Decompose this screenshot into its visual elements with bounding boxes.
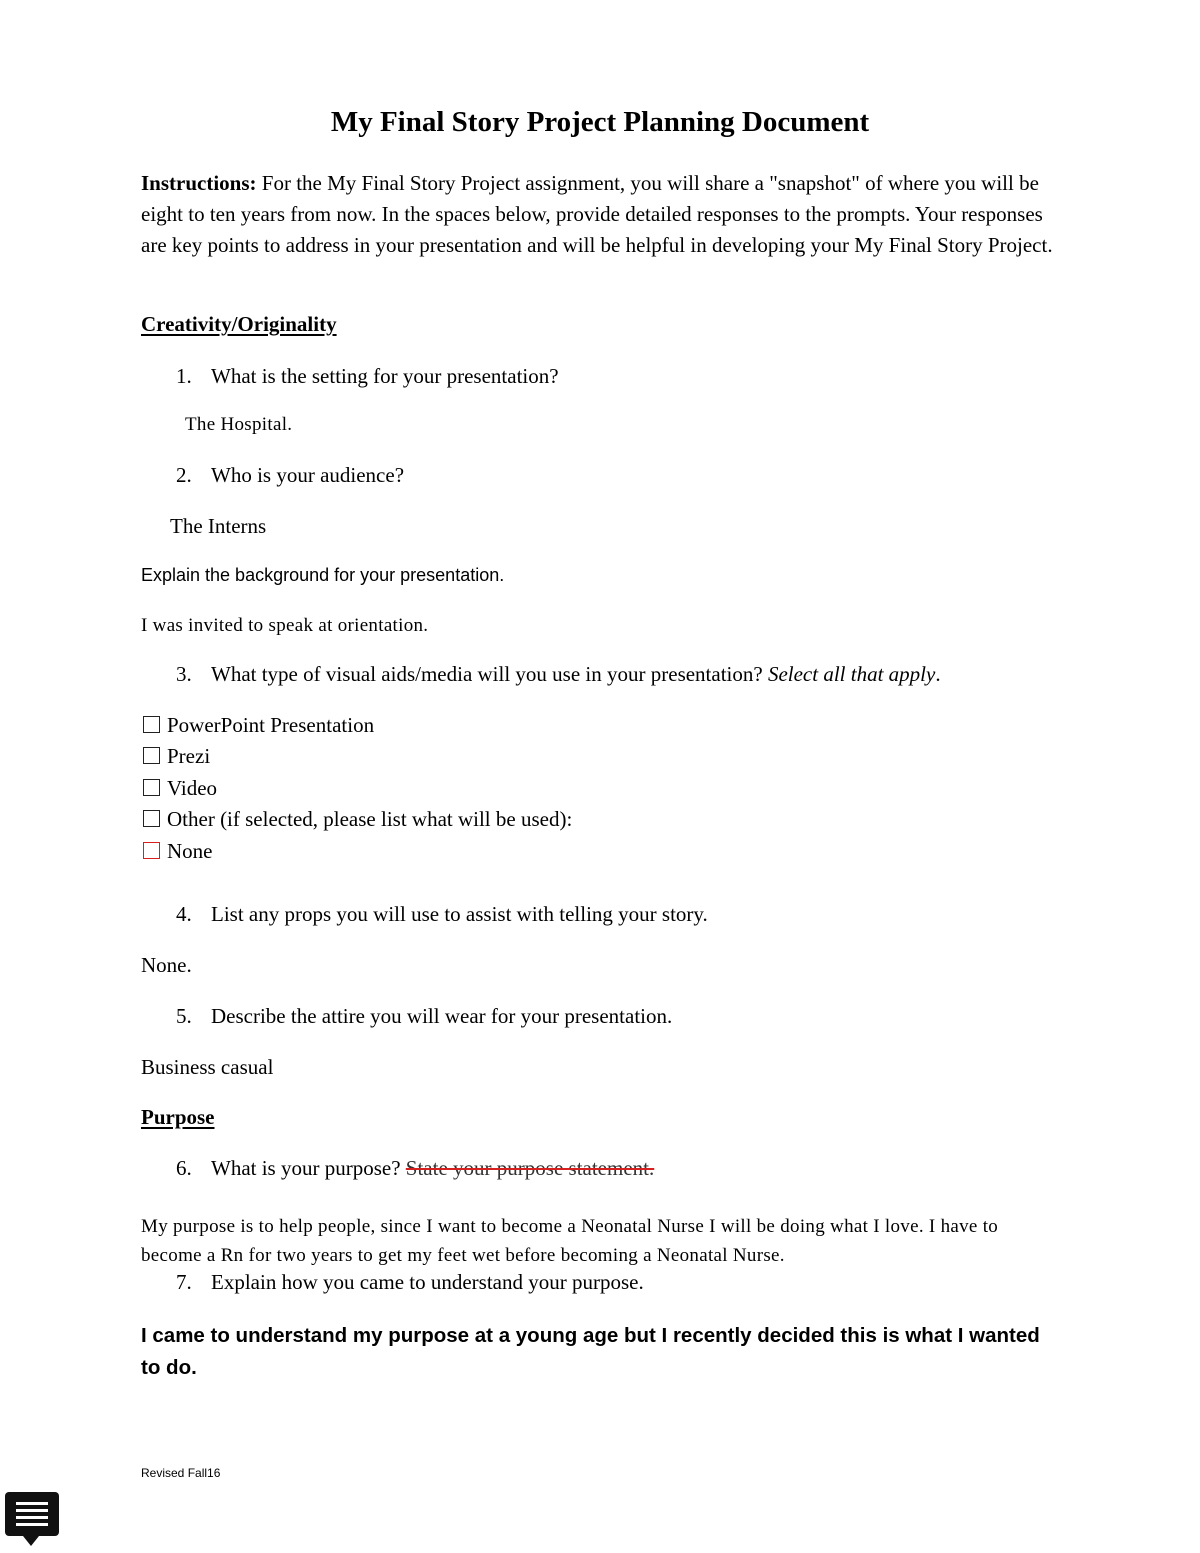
- question-3: [176, 662, 941, 687]
- instructions-label: Instructions:: [141, 171, 257, 195]
- question-emphasis: Select all that apply: [767, 662, 936, 686]
- answer-2: The Interns: [170, 514, 267, 538]
- question-2: [176, 463, 404, 488]
- comment-icon[interactable]: [5, 1492, 59, 1536]
- question-end: .: [935, 662, 941, 686]
- option-other[interactable]: [143, 807, 572, 832]
- question-text: What is your purpose?: [211, 1156, 406, 1180]
- option-none[interactable]: [143, 839, 213, 864]
- answer-7: I came to understand my purpose at a young age but I recently decided this is what I wanted to do.: [141, 1324, 1040, 1379]
- question-1: [176, 364, 559, 389]
- instructions-text: For the My Final Story Project assignment, you will share a "snapshot" of where you will be eight to ten years from now. In the spaces below, provide detailed responses to the prompts. Your responses are key points to address in your presentation and will be helpful in developing your My Final Story Project.: [141, 171, 1053, 257]
- option-powerpoint[interactable]: [143, 713, 374, 738]
- comment-icon-line: [16, 1523, 48, 1526]
- checkbox-icon[interactable]: [143, 842, 160, 859]
- instructions: [141, 168, 1071, 261]
- option-prezi[interactable]: [143, 744, 210, 769]
- checkbox-icon[interactable]: [143, 747, 160, 764]
- question-number: 2.: [176, 463, 192, 487]
- question-text: List any props you will use to assist with telling your story.: [211, 902, 708, 926]
- section-heading-creativity: Creativity/Originality: [141, 312, 337, 336]
- question-text: What is the setting for your presentation?: [211, 364, 559, 388]
- comment-icon-line: [16, 1516, 48, 1519]
- struck-text: State your purpose statement.: [405, 1156, 655, 1180]
- background-prompt: Explain the background for your presentation.: [141, 565, 505, 585]
- answer-5: Business casual: [141, 1055, 274, 1079]
- answer-1: The Hospital.: [185, 414, 293, 435]
- option-label: None: [167, 839, 213, 863]
- footer-revision: Revised Fall16: [141, 1466, 221, 1480]
- answer-6: My purpose is to help people, since I want to become a Neonatal Nurse I will be doing what I love. I have to become a Rn for two years to get my feet wet before becoming a Neonatal Nurse.: [141, 1216, 999, 1266]
- question-5: [176, 1004, 672, 1029]
- option-label: Prezi: [167, 744, 211, 768]
- question-7: [176, 1270, 644, 1295]
- checkbox-icon[interactable]: [143, 779, 160, 796]
- question-number: 4.: [176, 902, 192, 926]
- comment-icon-line: [16, 1509, 48, 1512]
- page-title: My Final Story Project Planning Document: [330, 106, 870, 138]
- checkbox-icon[interactable]: [143, 810, 160, 827]
- option-label: PowerPoint Presentation: [167, 713, 375, 737]
- comment-icon-line: [16, 1502, 48, 1505]
- question-4: [176, 902, 708, 927]
- question-number: 7.: [176, 1270, 192, 1294]
- question-text: Who is your audience?: [211, 463, 405, 487]
- question-number: 6.: [176, 1156, 192, 1180]
- question-6: [176, 1156, 654, 1181]
- answer-4: None.: [141, 953, 192, 977]
- option-video[interactable]: [143, 776, 217, 801]
- question-number: 5.: [176, 1004, 192, 1028]
- option-label: Video: [167, 776, 218, 800]
- section-heading-purpose: Purpose: [141, 1105, 215, 1129]
- question-text: Explain how you came to understand your purpose.: [211, 1270, 644, 1294]
- background-answer: I was invited to speak at orientation.: [141, 615, 429, 636]
- question-text: Describe the attire you will wear for your presentation.: [211, 1004, 673, 1028]
- question-number: 1.: [176, 364, 192, 388]
- checkbox-icon[interactable]: [143, 716, 160, 733]
- question-text: What type of visual aids/media will you use in your presentation?: [211, 662, 768, 686]
- option-label: Other (if selected, please list what will be used):: [167, 807, 573, 831]
- question-number: 3.: [176, 662, 192, 686]
